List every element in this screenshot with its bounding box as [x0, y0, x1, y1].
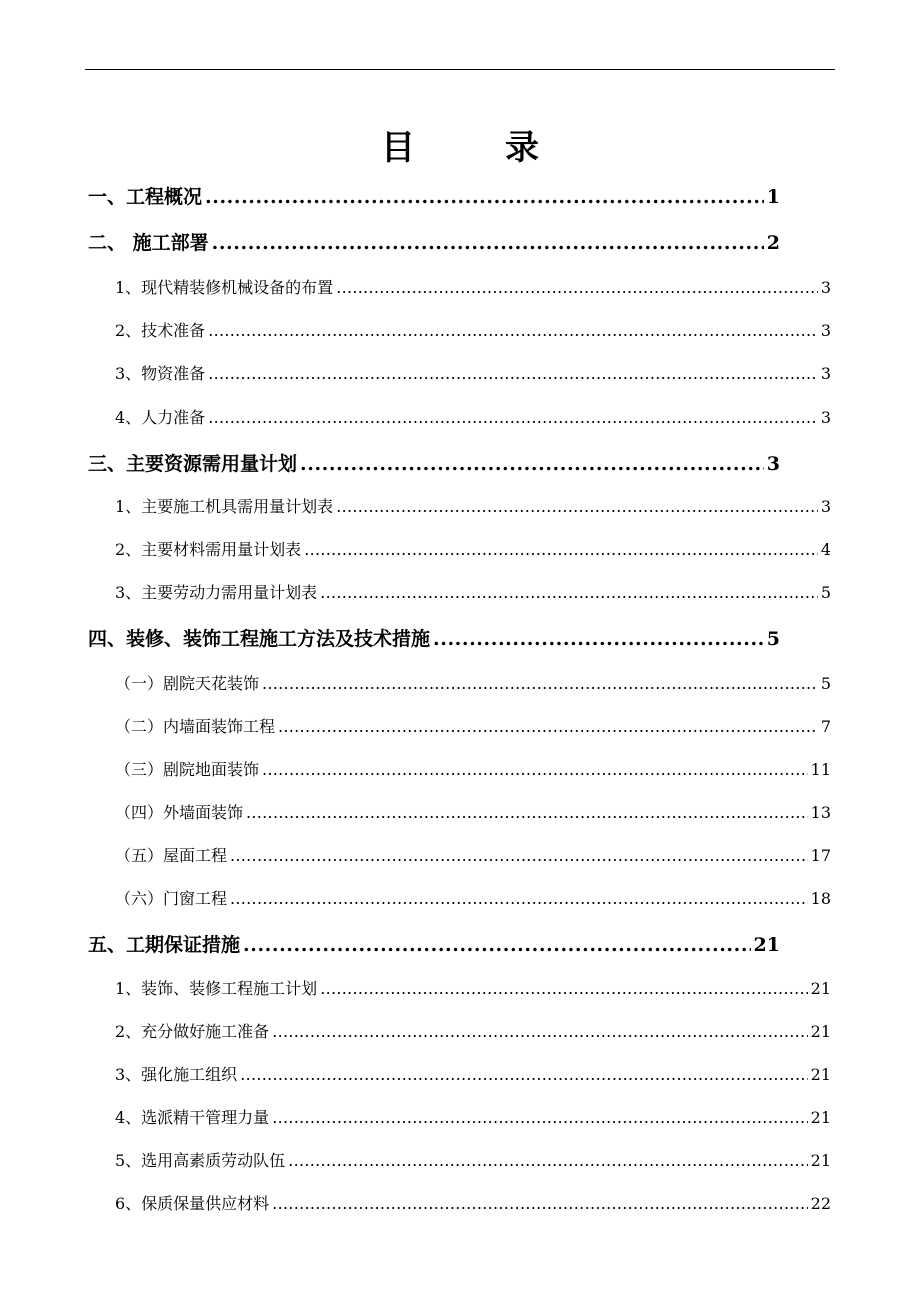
toc-entry-page: 21 [810, 1065, 831, 1084]
toc-entry[interactable] [115, 1019, 831, 1042]
toc-entry-page: 3 [820, 321, 831, 340]
toc-entry[interactable] [115, 1148, 831, 1171]
toc-entry-text: 3、物资准备 [115, 364, 206, 383]
toc-entry-text: 五、工期保证措施 [88, 934, 241, 956]
toc-leader-dots [336, 278, 818, 297]
toc-entry[interactable] [115, 714, 831, 737]
toc-entry-text: 二、 施工部署 [88, 232, 209, 254]
title-char-left: 目 [381, 128, 415, 168]
toc-entry-text: 三、主要资源需用量计划 [88, 453, 298, 475]
toc-entry-text: 1、装饰、装修工程施工计划 [115, 979, 318, 998]
toc-leader-dots [230, 846, 808, 865]
toc-entry-text: 1、主要施工机具需用量计划表 [115, 497, 334, 516]
toc-leader-dots [320, 979, 807, 998]
toc-leader-dots [278, 717, 818, 736]
toc-entry-text: 6、保质保量供应材料 [115, 1194, 270, 1213]
toc-leader-dots [243, 934, 751, 956]
toc-entry-page: 4 [820, 540, 831, 559]
toc-entry-text: 3、主要劳动力需用量计划表 [115, 583, 318, 602]
toc-entry-text: 5、选用高素质劳动队伍 [115, 1151, 286, 1170]
toc-entry-page: 3 [820, 408, 831, 427]
toc-entry-text: 2、技术准备 [115, 321, 206, 340]
toc-entry-page: 21 [753, 934, 780, 956]
toc-entry[interactable] [115, 405, 831, 428]
toc-entry[interactable] [115, 1062, 831, 1085]
toc-leader-dots [433, 628, 764, 650]
toc-entry[interactable] [115, 976, 831, 999]
toc-leader-dots [205, 186, 764, 208]
toc-entry-page: 21 [810, 1022, 831, 1041]
toc-entry[interactable] [115, 318, 831, 341]
toc-leader-dots [288, 1151, 807, 1170]
toc-entry-page: 11 [810, 760, 831, 779]
toc-entry-text: （五）屋面工程 [115, 846, 228, 865]
toc-entry[interactable] [115, 537, 831, 560]
toc-entry-text: 一、工程概况 [88, 186, 203, 208]
toc-entry-page: 18 [810, 889, 831, 908]
toc-entry[interactable] [115, 800, 831, 823]
toc-entry-page: 22 [810, 1194, 831, 1213]
toc-entry-text: （一）剧院天花装饰 [115, 674, 260, 693]
toc-entry[interactable] [115, 275, 831, 298]
toc-entry-page: 3 [820, 364, 831, 383]
toc-entry-page: 17 [810, 846, 831, 865]
toc-entry-text: （二）内墙面装饰工程 [115, 717, 276, 736]
toc-leader-dots [262, 674, 818, 693]
toc-leader-dots [304, 540, 818, 559]
toc-entry-text: （四）外墙面装饰 [115, 803, 244, 822]
toc-entry[interactable] [115, 757, 831, 780]
toc-entry[interactable] [115, 580, 831, 603]
toc-entry-page: 3 [766, 453, 780, 475]
toc-entry[interactable] [115, 671, 831, 694]
toc-entry-page: 3 [820, 497, 831, 516]
toc-entry-page: 21 [810, 1108, 831, 1127]
toc-entry-text: 3、强化施工组织 [115, 1065, 238, 1084]
toc-entry[interactable] [115, 1105, 831, 1128]
toc-leader-dots [262, 760, 808, 779]
toc-entry-page: 21 [810, 979, 831, 998]
toc-entry[interactable] [88, 930, 780, 957]
toc-entry-text: （六）门窗工程 [115, 889, 228, 908]
toc-entry-text: 2、充分做好施工准备 [115, 1022, 270, 1041]
toc-entry[interactable] [115, 494, 831, 517]
toc-entry-page: 5 [766, 628, 780, 650]
toc-entry[interactable] [88, 624, 780, 651]
toc-entry[interactable] [88, 449, 780, 476]
toc-leader-dots [208, 321, 818, 340]
toc-leader-dots [272, 1022, 807, 1041]
toc-entry-text: 四、装修、装饰工程施工方法及技术措施 [88, 628, 431, 650]
toc-leader-dots [212, 232, 764, 254]
toc-entry[interactable] [115, 1191, 831, 1214]
toc-entry-page: 2 [766, 232, 780, 254]
toc-leader-dots [336, 497, 818, 516]
toc-leader-dots [240, 1065, 807, 1084]
toc-leader-dots [272, 1108, 807, 1127]
toc-entry[interactable] [115, 886, 831, 909]
toc-entry[interactable] [115, 361, 831, 384]
toc-entry-text: （三）剧院地面装饰 [115, 760, 260, 779]
toc-leader-dots [300, 453, 764, 475]
toc-leader-dots [208, 408, 818, 427]
toc-entry[interactable] [88, 182, 780, 209]
title-char-right: 录 [505, 128, 539, 168]
toc-leader-dots [230, 889, 808, 908]
toc-leader-dots [246, 803, 808, 822]
toc-entry-text: 4、选派精干管理力量 [115, 1108, 270, 1127]
toc-entry-page: 3 [820, 278, 831, 297]
toc-entry-page: 5 [820, 583, 831, 602]
toc-entry-text: 2、主要材料需用量计划表 [115, 540, 302, 559]
toc-entry[interactable] [115, 843, 831, 866]
toc-leader-dots [208, 364, 818, 383]
toc-entry-page: 1 [766, 186, 780, 208]
toc-entry-page: 7 [820, 717, 831, 736]
toc-leader-dots [320, 583, 818, 602]
toc-leader-dots [272, 1194, 807, 1213]
toc-entry-page: 13 [810, 803, 831, 822]
toc-entry-page: 5 [820, 674, 831, 693]
toc-entry-page: 21 [810, 1151, 831, 1170]
toc-entry-text: 1、现代精装修机械设备的布置 [115, 278, 334, 297]
toc-entry-text: 4、人力准备 [115, 408, 206, 427]
toc-entry[interactable] [88, 228, 780, 255]
